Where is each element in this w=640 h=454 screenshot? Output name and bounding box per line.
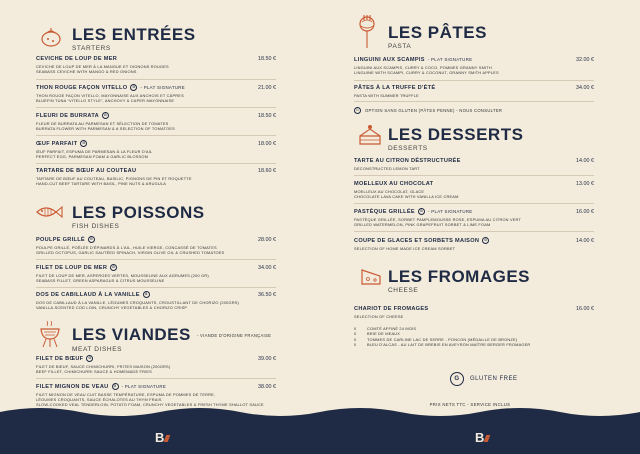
item-price: 14.00 € [576, 237, 594, 244]
item-price: 32.00 € [576, 57, 594, 63]
item-desc-en: SELECTION OF HOME MADE ICE CREAM SORBET [354, 245, 456, 251]
gluten-free-icon: G [86, 355, 93, 362]
item-desc-en: DECONSTRUCTED LEMON TART [354, 165, 420, 171]
item-desc-en: GRILLED OCTOPUS, GARLIC SAUTÉED SPINACH, VIRGIN OLIVE OIL & CRUSHED TOMATOES [36, 249, 225, 255]
item-name: MOELLEUX AU CHOCOLAT [354, 181, 434, 187]
signature-tag: - PLAT SIGNATURE [427, 208, 473, 214]
item-desc-en: SELECTION OF CHEESE [354, 313, 404, 319]
item-price: 38.00 € [258, 383, 276, 390]
gluten-free-icon: G [354, 107, 361, 114]
item-price: 14.00 € [576, 158, 594, 164]
item-desc-fr: POULPE GRILLÉ, POÊLÉE D'ÉPINARDS À L'AIL, HUILE VIERGE, CONCASSÉ DE TOMATES [36, 244, 217, 250]
pates-subtitle: PASTA [388, 43, 412, 50]
item-price: 18.50 € [258, 56, 276, 62]
item-name: TARTE AU CITRON DÉSTRUCTURÉE [354, 158, 461, 164]
item-price: 18.00 € [258, 140, 276, 147]
signature-tag: - PLAT SIGNATURE [427, 57, 473, 62]
item-desc-en: BEEF FILLET, CHIMICHURRI SAUCE & HOMEMADE FRIES [36, 368, 152, 374]
viandes-note: - VIANDE D'ORIGINE FRANÇAISE [196, 332, 272, 338]
menu-item [36, 291, 276, 310]
item-price: 28.00 € [258, 236, 276, 243]
gluten-free-icon: G [143, 291, 150, 298]
menu-item [36, 56, 276, 74]
item-price: 21.00 € [258, 84, 276, 91]
divider [354, 101, 594, 102]
poissons-header [72, 204, 205, 230]
menu-item [36, 140, 276, 159]
item-name: TARTARE DE BŒUF AU COUTEAU [36, 168, 137, 174]
item-name: FLEURI DE BURRATA [36, 112, 100, 119]
gluten-free-icon: G [130, 84, 137, 91]
menu-item [36, 355, 276, 374]
item-name: COUPE DE GLACES ET SORBETS MAISON [354, 237, 480, 244]
cheese-list [354, 326, 530, 348]
entrees-subtitle: STARTERS [72, 45, 111, 52]
item-desc-fr: FILET DE BŒUF, SAUCE CHIMICHURRI, FRITES MAISON (200GRS) [36, 363, 171, 369]
item-name: FILET DE BŒUF [36, 355, 84, 362]
gluten-free-icon: G [450, 372, 464, 386]
menu-item [36, 383, 276, 407]
viandes-title: LES VIANDES [72, 325, 191, 344]
divider [36, 107, 276, 108]
item-desc-fr: THON ROUGE FAÇON VITELLO, MAYONNAISE AUX ANCHOIS ET CÂPRES [36, 92, 184, 98]
pates-header [388, 24, 487, 50]
menu-item [354, 85, 594, 98]
divider [36, 135, 276, 136]
fromages-title: LES FROMAGES [388, 267, 531, 286]
item-desc-en: GRILLED WATERMELON, PINK GRAPEFRUIT SORBET & LIME FOAM [354, 221, 491, 227]
divider [36, 163, 276, 164]
entrees-header [72, 26, 196, 52]
menu-item [354, 208, 594, 227]
item-desc-en: SEABASS FILLET, GREEN ASPARAGUS & CITRUS MOUSSELINE [36, 277, 165, 283]
item-desc-fr: FILET MIGNON DE VEAU CUIT BASSE TEMPÉRATURE, ESPUMA DE POMMES DE TERRE, [36, 391, 216, 397]
item-price: 16.00 € [576, 208, 594, 215]
gluten-free-label: GLUTEN FREE [470, 376, 518, 382]
item-desc-en: CHOCOLATE LAVA CAKE WITH VANILLA ICE CREAM [354, 193, 459, 199]
item-price: 18.60 € [258, 168, 276, 174]
menu-item [354, 237, 594, 251]
brand-logo: B [155, 430, 169, 445]
footer-wave [0, 401, 640, 454]
menu-item [36, 168, 276, 186]
poissons-subtitle: FISH DISHES [72, 223, 120, 230]
item-price: 13.00 € [576, 181, 594, 187]
item-name: CEVICHE DE LOUP DE MER [36, 56, 118, 62]
item-desc-fr: PASTÈQUE GRILLÉE, SORBET PAMPLEMOUSSE ROSE, ESPUMA AU CITRON VERT [354, 216, 522, 222]
item-price: 18.50 € [258, 112, 276, 119]
gluten-free-legend [450, 372, 518, 386]
brand-logo: B [475, 430, 489, 445]
item-price: 34.00 € [258, 264, 276, 271]
item-name: PASTÈQUE GRILLÉE [354, 208, 415, 215]
pasta-fork-icon [356, 14, 378, 55]
item-name: THON ROUGE FAÇON VITELLO [36, 84, 128, 91]
item-desc-en: BURRATA FLOWER WITH PARMESAN & A SELECTION OF TOMATOES [36, 125, 175, 131]
divider [36, 259, 276, 260]
divider [354, 175, 594, 176]
item-desc-fr: MOELLEUX AU CHOCOLAT, GLACE [354, 188, 425, 194]
item-desc-en: LINGUINE WITH SCAMPI, CURRY & COCONUT, GRANNY SMITH APPLES [354, 69, 499, 75]
pates-title: LES PÂTES [388, 23, 487, 42]
gluten-free-icon: G [418, 208, 425, 215]
item-desc-fr: TARTARE DE BŒUF AU COUTEAU, BASILIC, PIGNONS DE PIN ET ROQUETTE [36, 175, 192, 181]
fromages-header [388, 268, 530, 294]
item-desc-fr: ŒUF PARFAIT, ESPUMA DE PARMESAN À LA FLEUR D'AIL [36, 148, 153, 154]
viandes-subtitle: MEAT DISHES [72, 345, 123, 353]
divider [36, 79, 276, 80]
price-note: PRIX NETS TTC - SERVICE INCLUS [429, 402, 511, 407]
item-desc-en: SEABASS CEVICHE WITH MANGO & RED ONIONS [36, 68, 137, 74]
cheese-icon [360, 268, 382, 291]
item-desc-en: VANILLA-SCENTED COD LOIN, CRUNCHY VEGETABLES & CHORIZO CRISP [36, 304, 188, 310]
desserts-title: LES DESSERTS [388, 125, 524, 144]
item-price: 16.00 € [576, 306, 594, 312]
gluten-free-option-note [354, 107, 502, 114]
gluten-free-icon: G [110, 264, 117, 271]
item-name: POULPE GRILLÉ [36, 236, 85, 243]
signature-tag: - PLAT SIGNATURE [140, 84, 185, 90]
item-price: 34.00 € [576, 85, 594, 91]
list-item: 0 BRIE DE MEAUX [354, 331, 401, 337]
item-name: CHARIOT DE FROMAGES [354, 306, 429, 312]
item-name: DOS DE CABILLAUD À LA VANILLE [36, 291, 140, 298]
item-name: ŒUF PARFAIT [36, 140, 78, 147]
item-desc-en: SLOW-COOKED VEAL TENDERLOIN, POTATO FOAM, CRUNCHY VEGETABLES & FRESH THYME SHALLOT SAUCE [36, 401, 264, 407]
cake-icon [358, 124, 382, 151]
item-name: LINGUINI AUX SCAMPIS [354, 57, 425, 63]
gluten-free-icon: G [102, 112, 109, 119]
menu-item [36, 84, 276, 103]
menu-item [36, 236, 276, 255]
desserts-subtitle: DESSERTS [388, 145, 428, 152]
gluten-free-icon: G [88, 236, 95, 243]
divider [354, 80, 594, 81]
menu-item [36, 264, 276, 283]
item-price: 39.00 € [258, 355, 276, 362]
grill-icon [38, 320, 62, 353]
fromages-subtitle: CHEESE [388, 287, 419, 294]
item-desc-fr: FILET DE LOUP DE MER, ASPERGES VERTES, MOUSSELINE AUX AGRUMES (200 GR) [36, 272, 209, 278]
list-item: 0 TOMMES DE CARLINE LAC DE SERRE - PONCON (MÉDAILLE DE BRONZE) [354, 336, 518, 342]
poissons-title: LES POISSONS [72, 203, 205, 222]
divider [354, 231, 594, 232]
menu-item [354, 306, 594, 319]
menu-item [354, 57, 594, 75]
item-desc-en: PERFECT EGG, PARMESAN FOAM & GARLIC BLOSSOM [36, 153, 149, 159]
option-note-text: OPTION SANS GLUTEN (PÂTES PENNE) - NOUS CONSULTER [365, 108, 503, 113]
tomato-icon [40, 27, 62, 52]
fish-icon [34, 203, 64, 226]
divider [36, 378, 276, 379]
item-name: PÂTES À LA TRUFFE D'ÉTÉ [354, 85, 436, 91]
desserts-header [388, 126, 523, 152]
item-desc-fr-2: LÉGUMES CROQUANTS, SAUCE ÉCHALOTES AU THYM FRAIS [36, 396, 162, 402]
list-item: 0 COMTÉ AFFINÉ 24 MOIS [354, 326, 417, 331]
item-price: 36.50 € [258, 291, 276, 298]
viandes-header [72, 326, 271, 353]
item-desc-fr: CEVICHE DE LOUP DE MER À LA MANGUE ET OIGNONS ROUGES [36, 63, 169, 69]
list-item: 0 BLEU D'ALCAS - AU LAIT DE BREBIS EN AVEYRON MAÎTRE BERGER FROMAGER [354, 342, 531, 348]
item-desc-en: PASTA WITH SUMMER TRUFFLE [354, 92, 419, 98]
divider [354, 203, 594, 204]
item-desc-fr: DOS DE CABILLAUD À LA VANILLE, LÉGUMES CROQUANTS, CROUSTILLANT DE CHORIZO (200GRS) [36, 299, 240, 305]
item-desc-fr: FLEUR DE BURRATA AU PARMESAN ET SÉLECTION DE TOMATES [36, 120, 169, 126]
item-name: FILET MIGNON DE VEAU [36, 383, 109, 390]
gluten-free-icon: G [112, 383, 119, 390]
menu-item [354, 158, 594, 171]
divider [36, 287, 276, 288]
gluten-free-icon: G [482, 237, 489, 244]
item-desc-fr: LINGUINI AUX SCAMPIS, CURRY & COCO, POMMES GRANNY SMITH [354, 64, 492, 70]
item-desc-en: BLUEFIN TUNA “VITELLO STYLE”, ANCHOVY & CAPER MAYONNAISE [36, 97, 175, 103]
gluten-free-icon: G [80, 140, 87, 147]
item-name: FILET DE LOUP DE MER [36, 264, 108, 271]
entrees-title: LES ENTRÉES [72, 25, 196, 44]
menu-item [36, 112, 276, 131]
signature-tag: - PLAT SIGNATURE [121, 383, 167, 389]
item-desc-en: HAND-CUT BEEF TARTARE WITH BASIL, PINE NUTS & ARUGULA [36, 180, 167, 186]
menu-item [354, 181, 594, 199]
